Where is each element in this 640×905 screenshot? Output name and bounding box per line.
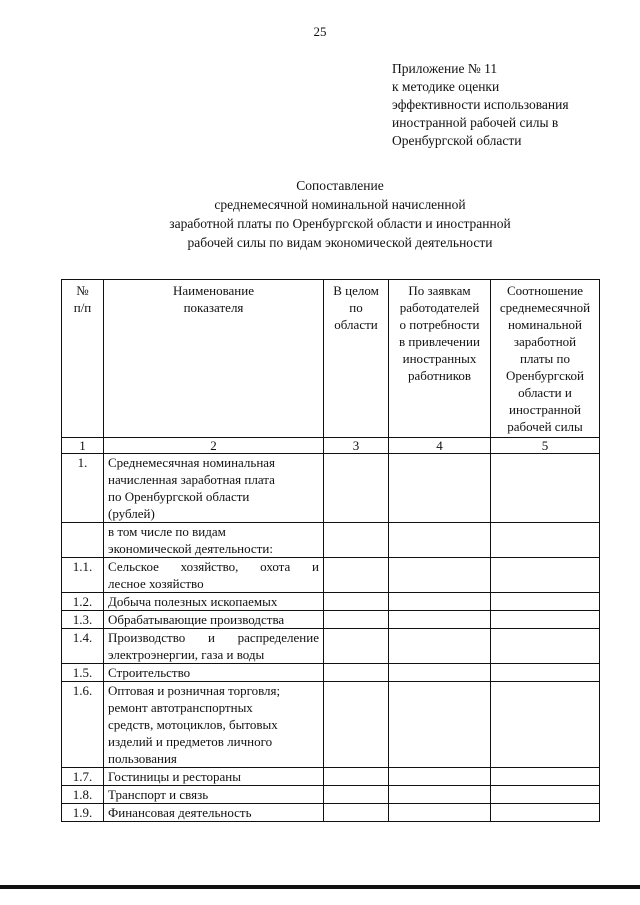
row-number: 1.5. [62,664,104,682]
title-line: среднемесячной номинальной начисленной [214,197,466,212]
header-wage-ratio: Соотношение среднемесячной номинальной заработной платы по Оренбургской области и иностранной рабочей силы [491,280,600,438]
cell-region-total [324,523,389,558]
row-indicator-name: Гостиницы и рестораны [104,768,324,786]
cell-employer-requests [389,786,491,804]
cell-employer-requests [389,454,491,523]
appendix-line: Оренбургской области [392,133,522,148]
header-region-total: В целом по области [324,280,389,438]
column-number: 4 [389,438,491,454]
column-number-row [62,438,600,454]
cell-employer-requests [389,611,491,629]
appendix-note [392,60,632,150]
row-number: 1.2. [62,593,104,611]
row-number [62,523,104,558]
column-number: 3 [324,438,389,454]
table-row [62,558,600,593]
row-indicator-name: Финансовая деятельность [104,804,324,822]
appendix-line: эффективности использования [392,97,569,112]
cell-region-total [324,454,389,523]
header-number: № п/п [62,280,104,438]
table-row [62,768,600,786]
title-line: рабочей силы по видам экономической деятельности [187,235,493,250]
table-row [62,523,600,558]
cell-employer-requests [389,664,491,682]
appendix-line: к методике оценки [392,79,500,94]
row-number: 1.9. [62,804,104,822]
cell-wage-ratio [491,593,600,611]
cell-wage-ratio [491,786,600,804]
cell-wage-ratio [491,611,600,629]
cell-region-total [324,558,389,593]
cell-region-total [324,768,389,786]
appendix-line: иностранной рабочей силы в [392,115,559,130]
cell-employer-requests [389,804,491,822]
row-indicator-name: Добыча полезных ископаемых [104,593,324,611]
row-number: 1.8. [62,786,104,804]
document-title [80,176,600,252]
cell-wage-ratio [491,523,600,558]
row-number: 1.3. [62,611,104,629]
appendix-line: Приложение № 11 [392,61,498,76]
table-row [62,682,600,768]
row-indicator-name: Транспорт и связь [104,786,324,804]
row-indicator-name: Производство и распределение электроэнергии, газа и воды [104,629,324,664]
row-number: 1.1. [62,558,104,593]
column-number: 1 [62,438,104,454]
table-row [62,454,600,523]
table-row [62,611,600,629]
table-header-row [62,280,600,438]
row-number: 1.6. [62,682,104,768]
cell-region-total [324,593,389,611]
comparison-table [61,279,600,822]
title-line: Сопоставление [296,178,384,193]
row-number: 1. [62,454,104,523]
row-indicator-name: Среднемесячная номинальная начисленная заработная плата по Оренбургской области (рублей) [104,454,324,523]
row-indicator-name: Оптовая и розничная торговля; ремонт автотранспортных средств, мотоциклов, бытовых изделий и предметов личного пользования [104,682,324,768]
cell-wage-ratio [491,768,600,786]
column-number: 5 [491,438,600,454]
cell-wage-ratio [491,558,600,593]
header-indicator-name: Наименование показателя [104,280,324,438]
row-number: 1.4. [62,629,104,664]
cell-region-total [324,629,389,664]
table-row [62,804,600,822]
cell-employer-requests [389,558,491,593]
cell-employer-requests [389,629,491,664]
cell-employer-requests [389,593,491,611]
table-row [62,786,600,804]
cell-region-total [324,611,389,629]
cell-wage-ratio [491,629,600,664]
cell-region-total [324,804,389,822]
cell-employer-requests [389,523,491,558]
table-row [62,593,600,611]
column-number: 2 [104,438,324,454]
row-indicator-name: Сельское хозяйство, охота и лесное хозяйство [104,558,324,593]
cell-wage-ratio [491,682,600,768]
cell-employer-requests [389,768,491,786]
cell-employer-requests [389,682,491,768]
row-indicator-name: Обрабатывающие производства [104,611,324,629]
row-number: 1.7. [62,768,104,786]
table-row [62,664,600,682]
row-indicator-name: Строительство [104,664,324,682]
cell-region-total [324,786,389,804]
cell-wage-ratio [491,454,600,523]
row-indicator-name: в том числе по видам экономической деятельности: [104,523,324,558]
cell-wage-ratio [491,664,600,682]
page-number: 25 [313,24,327,39]
cell-region-total [324,664,389,682]
title-line: заработной платы по Оренбургской области и иностранной [169,216,511,231]
header-employer-requests: По заявкам работодателей о потребности в привлечении иностранных работников [389,280,491,438]
cell-region-total [324,682,389,768]
table-row [62,629,600,664]
page-bottom-rule [0,885,640,889]
cell-wage-ratio [491,804,600,822]
